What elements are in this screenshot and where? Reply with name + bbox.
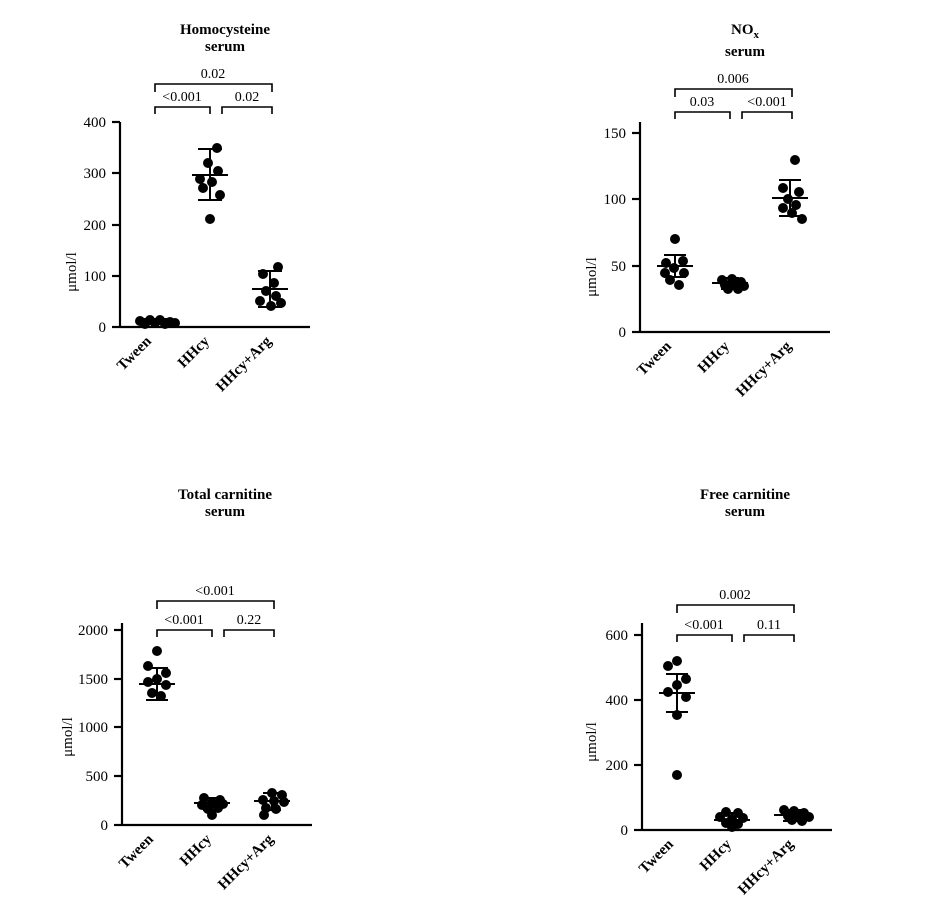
panel-free-carnitine — [580, 487, 910, 897]
panel-title-line2: serum — [205, 39, 245, 55]
scatter-plot-total-carnitine — [60, 527, 390, 897]
pvalue-tween-hhcy: 0.03 — [689, 95, 715, 110]
plot-nox — [580, 67, 910, 437]
panel-title-nox — [580, 22, 910, 61]
panel-title-total-carnitine — [60, 487, 390, 521]
y-tick-label: 400 — [83, 115, 106, 131]
y-axis-label: μmol/l — [60, 717, 76, 757]
y-axis-ticks — [114, 630, 122, 825]
panel-title-no: NO — [731, 22, 754, 38]
y-tick-label: 0 — [98, 320, 106, 336]
y-tick-label: 500 — [85, 769, 108, 785]
y-axis-label: μmol/l — [584, 722, 600, 762]
y-axis-ticks — [634, 635, 642, 830]
pvalue-tween-hhcy: <0.001 — [164, 613, 204, 628]
scatter-plot-nox — [580, 67, 910, 437]
panel-nox — [580, 22, 910, 432]
y-tick-label: 100 — [83, 269, 106, 285]
panel-total-carnitine — [60, 487, 390, 897]
y-tick-label: 200 — [83, 218, 106, 234]
x-tick-label-hhcy: HHcy — [696, 836, 735, 875]
panel-title-line1: Free carnitine — [699, 487, 791, 503]
x-tick-label-hhcy: HHcy — [176, 831, 215, 870]
mean-sd-hhcy-arg — [772, 180, 808, 216]
x-tick-label-tween: Tween — [114, 333, 155, 375]
y-axis-ticks — [112, 122, 120, 327]
y-tick-label: 600 — [605, 628, 628, 644]
x-tick-label-hhcy-arg: HHcy+Arg — [733, 338, 795, 401]
y-tick-label: 2000 — [78, 623, 108, 639]
panel-title-line2: serum — [725, 44, 765, 60]
pvalue-hhcy-hhcyarg: <0.001 — [747, 95, 787, 110]
panel-title-line1: Total carnitine — [177, 487, 273, 503]
pvalue-hhcy-hhcyarg: 0.11 — [757, 618, 781, 633]
plot-free-carnitine — [580, 527, 910, 897]
panel-title-subscript: x — [753, 29, 759, 41]
panel-title-line1 — [580, 22, 910, 44]
x-tick-label-tween: Tween — [636, 836, 677, 878]
y-tick-label: 150 — [603, 126, 626, 142]
x-tick-label-hhcy-arg: HHcy+Arg — [213, 333, 275, 396]
y-axis-ticks — [632, 133, 640, 332]
pvalue-tween-hhcyarg: 0.002 — [719, 588, 751, 603]
pvalue-tween-hhcyarg: 0.006 — [717, 72, 749, 87]
y-tick-label: 50 — [611, 259, 626, 275]
pvalue-hhcy-hhcyarg: 0.22 — [236, 613, 262, 628]
panel-title-homocysteine — [60, 22, 390, 56]
y-tick-label: 400 — [605, 693, 628, 709]
y-tick-label: 100 — [603, 192, 626, 208]
panel-title-line1: Homocysteine — [180, 22, 270, 38]
data-group-hhcy-arg — [778, 155, 807, 224]
pvalue-tween-hhcyarg: 0.02 — [200, 67, 226, 82]
plot-homocysteine — [60, 62, 390, 432]
y-tick-label: 300 — [83, 166, 106, 182]
y-tick-label: 200 — [605, 758, 628, 774]
scatter-plot-free-carnitine — [580, 527, 910, 897]
y-tick-label: 0 — [618, 325, 626, 341]
x-tick-label-hhcy: HHcy — [694, 338, 733, 377]
y-tick-label: 0 — [620, 823, 628, 839]
panel-title-free-carnitine — [580, 487, 910, 521]
data-group-tween — [135, 315, 180, 329]
pvalue-tween-hhcyarg: <0.001 — [195, 584, 235, 599]
x-tick-label-hhcy-arg: HHcy+Arg — [215, 831, 277, 894]
panel-homocysteine — [60, 22, 390, 432]
pvalue-tween-hhcy: <0.001 — [162, 90, 202, 105]
x-tick-label-hhcy-arg: HHcy+Arg — [735, 836, 797, 899]
y-tick-label: 1000 — [78, 720, 108, 736]
pvalue-tween-hhcy: <0.001 — [684, 618, 724, 633]
y-axis-label: μmol/l — [64, 252, 80, 292]
y-axis-label: μmol/l — [584, 257, 600, 297]
x-tick-label-hhcy: HHcy — [174, 333, 213, 372]
x-tick-label-tween: Tween — [634, 338, 675, 380]
y-tick-label: 0 — [100, 818, 108, 834]
scatter-plot-homocysteine — [60, 62, 390, 432]
x-tick-label-tween: Tween — [116, 831, 157, 873]
pvalue-hhcy-hhcyarg: 0.02 — [234, 90, 260, 105]
panel-title-line2: serum — [725, 504, 765, 520]
panel-title-line2: serum — [205, 504, 245, 520]
y-tick-label: 1500 — [78, 672, 108, 688]
plot-total-carnitine — [60, 527, 390, 897]
